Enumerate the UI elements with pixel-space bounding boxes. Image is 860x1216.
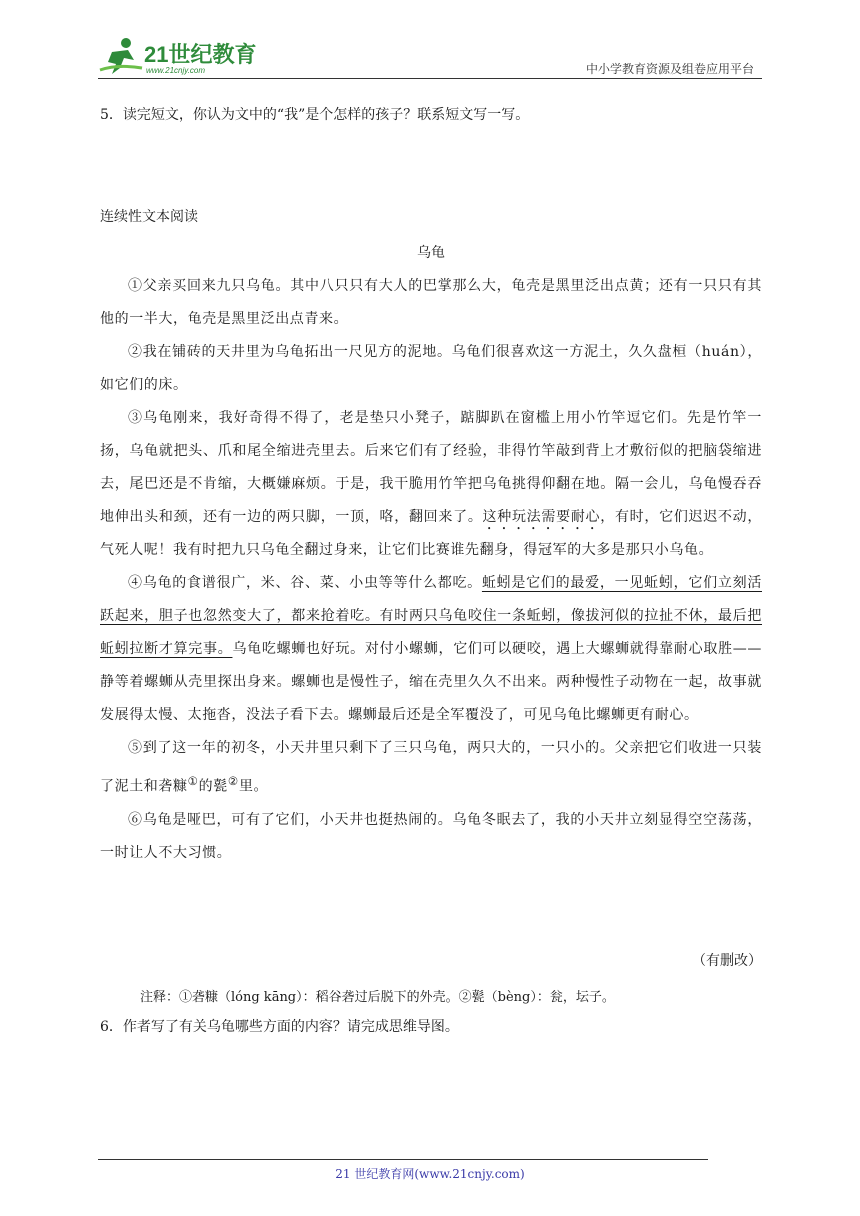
site-logo (98, 36, 268, 78)
page-header (98, 32, 762, 80)
paragraph-5 (100, 732, 762, 804)
page-footer: 21 世纪教育网(www.21cnjy.com) (335, 1167, 525, 1181)
logo-url: www.21cnjy.com (146, 66, 205, 75)
footer-divider (98, 1159, 708, 1160)
paragraph-2: ②我在铺砖的天井里为乌龟拓出一尺见方的泥地。乌龟们很喜欢这一方泥土，久久盘桓（huán），如它们的床。 (100, 344, 762, 393)
paragraph-6: ⑥乌龟是哑巴，可有了它们，小天井也挺热闹的。乌龟冬眠去了，我的小天井立刻显得空空荡荡，一时让人不大习惯。 (100, 811, 762, 861)
question-6: 6．作者写了有关乌龟哪些方面的内容？请完成思维导图。 (100, 1019, 459, 1035)
source-note: （有删改） (692, 953, 762, 969)
underlined-passage: 蚯蚓是它们的最爱，一见蚯蚓，它们立刻活跃起来，胆子也忽然变大了，都来抢着吃。有时两只乌龟咬住一条蚯蚓，像拔河似的拉扯不休，最后把蚯蚓拉断才算完事。 (100, 575, 762, 657)
article-body (100, 270, 762, 870)
paragraph-3-text: ③乌龟刚来，我好奇得不得了，老是垫只小凳子，踮脚趴在窗槛上用小竹竿逗它们。先是竹竿一扬，乌龟就把头、爪和尾全缩进壳里去。后来它们有了经验，非得竹竿敲到背上才敷衍似的把脑袋缩进去，尾巴还是不肯缩，大概嫌麻烦。于是，我干脆用竹竿把乌龟挑得仰翻在地。隔一会儿，乌龟慢吞吞地伸出头和颈，还有一边的两只脚，一顶，咯，翻回来了。 (100, 410, 762, 525)
header-divider (98, 78, 762, 79)
question-5: 5．读完短文，你认为文中的“我”是个怎样的孩子？联系短文写一写。 (100, 107, 530, 123)
runner-logo-icon (98, 36, 144, 78)
paragraph-1: ①父亲买回来九只乌龟。其中八只只有大人的巴掌那么大，龟壳是黑里泛出点黄；还有一只只有其他的一半大，龟壳是黑里泛出点青来。 (100, 278, 762, 327)
dotted-phrase: 这种玩法需要耐心 (482, 509, 601, 525)
paragraph-4-text: ④乌龟的食谱很广，米、谷、菜、小虫等等什么都吃。 (128, 575, 482, 591)
paragraph-3 (100, 402, 762, 567)
paragraph-4-text-end: 乌龟吃螺蛳也好玩。对付小螺蛳，它们可以硬咬，遇上大螺蛳就得靠耐心取胜——静等着螺蛳从壳里探出身来。螺蛳也是慢性子，缩在壳里久久不出来。两种慢性子动物在一起，故事就发展得太慢、太拖沓，没法子看下去。螺蛳最后还是全军覆没了，可见乌龟比螺蛳更有耐心。 (100, 641, 762, 723)
article-title: 乌龟 (417, 245, 445, 261)
section-title: 连续性文本阅读 (100, 209, 198, 225)
paragraph-3-text-end: ，有时，它们迟迟不动，气死人呢！我有时把九只乌龟全翻过身来，让它们比赛谁先翻身，得冠军的大多是那只小乌龟。 (100, 509, 762, 558)
footnote-ref-1: ① (187, 774, 199, 788)
platform-name: 中小学教育资源及组卷应用平台 (585, 62, 754, 76)
paragraph-4 (100, 567, 762, 732)
paragraph-5-text: ⑤到了这一年的初冬，小天井里只剩下了三只乌龟，两只大的，一只小的。父亲把它们收进一只装了泥土和砻糠 (100, 740, 762, 795)
paragraph-5-text-mid: 的甏 (198, 778, 228, 795)
paragraph-5-text-end: 里。 (238, 778, 269, 795)
logo-text: 21世纪教育 (144, 42, 257, 67)
footnote-ref-2: ② (227, 774, 239, 788)
footnotes: 注释：①砻糠（lóng kāng）：稻谷砻过后脱下的外壳。②甏（bèng）：瓮，坛子。 (140, 990, 615, 1005)
